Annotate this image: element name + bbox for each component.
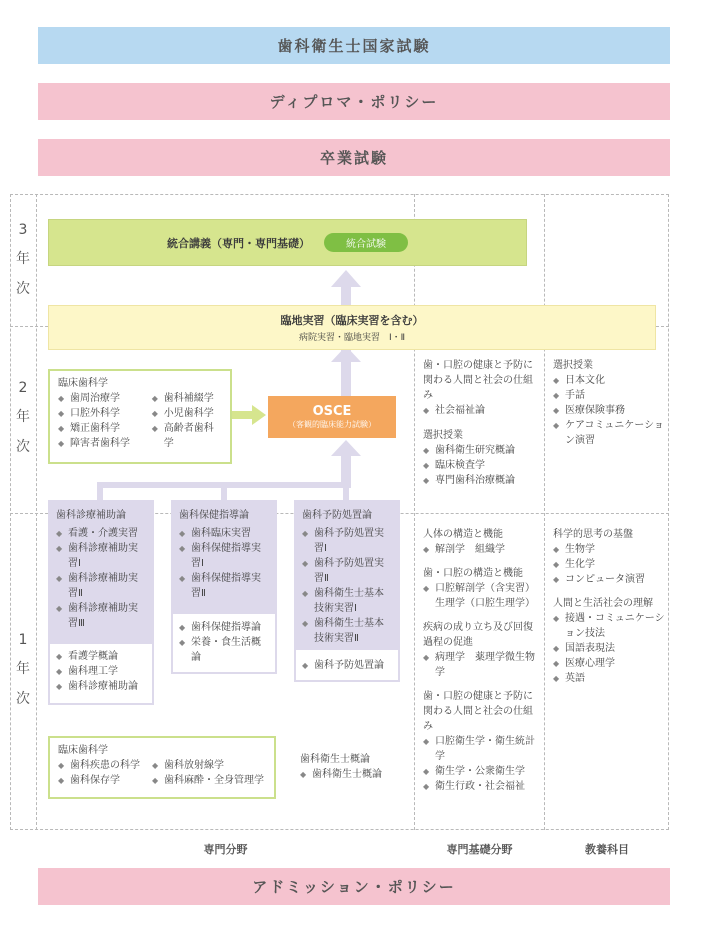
list-item: ◆ 歯科予防処置実習Ⅰ (302, 526, 392, 556)
list-item: ◆ 栄養・食生活概論 (179, 635, 269, 665)
col-assist-heading: 歯科診療補助論 (56, 510, 126, 521)
list-item: ◆ 社会福祉論 (423, 403, 535, 418)
arrow-col-guidance-stem (221, 482, 227, 502)
list-item: ◆ コンピュータ演習 (553, 572, 665, 587)
col-prevention-bottom (294, 648, 400, 682)
list-item: ◆ 歯科診療補助実習Ⅰ (56, 541, 146, 571)
column-header-liberal-arts: 教養科目 (585, 843, 629, 856)
list-item: ◆ 歯科臨床実習 (179, 526, 269, 541)
list-item: ◆ 歯科診療補助実習Ⅱ (56, 571, 146, 601)
list-item: ◆ 口腔衛生学・衛生統計学 (423, 734, 535, 764)
list-item: ◆ 歯科診療補助論 (56, 679, 146, 694)
overview-block (300, 752, 400, 782)
list-item: ◆ 歯科補綴学 (152, 391, 222, 406)
clinical-dentistry-y1-heading: 臨床歯科学 (58, 745, 108, 756)
list-item: ◆ 国語表現法 (553, 641, 665, 656)
year3-num: 3 (18, 222, 28, 238)
osce-title: OSCE (312, 404, 352, 419)
list-item: ◆ 歯科疾患の科学 (58, 758, 146, 773)
year1-ji: 次 (16, 691, 30, 707)
list-item: ◆ 歯科保健指導論 (179, 620, 269, 635)
list-item: ◆ 歯科予防処置論 (302, 658, 392, 673)
list-item: ◆ 歯科衛生士基本技術実習Ⅰ (302, 586, 392, 616)
list-item: ◆ 歯科衛生士概論 (300, 767, 400, 782)
arrow-head-osce (331, 440, 361, 456)
list-item: ◆ 臨床検査学 (423, 458, 535, 473)
basic-y2-block (423, 358, 535, 488)
column-header-specialized: 専門分野 (203, 843, 248, 856)
list-item: ◆ 歯科麻酔・全身管理学 (152, 773, 264, 788)
list-item: ◆ 歯科保存学 (58, 773, 146, 788)
list-item: ◆ 歯周治療学 (58, 391, 144, 406)
arrow-col-prevention-stem (343, 482, 349, 502)
list-item: ◆ 歯科衛生研究概論 (423, 443, 535, 458)
col-prevention-heading: 歯科予防処置論 (302, 510, 372, 521)
list-item: ◆ 接遇・コミュニケーション技法 (553, 611, 665, 641)
list-item: ◆ 高齢者歯科学 (152, 421, 222, 451)
basic-y1-block (423, 527, 535, 794)
col-assist-top (48, 500, 154, 642)
list-item: ◆ 歯科保健指導実習Ⅱ (179, 571, 269, 601)
arrow-col-assist-stem (97, 482, 103, 502)
basic-y1-heading-3: 疾病の成り立ち及び回復過程の促進 (423, 622, 533, 648)
year1-nen: 年 (16, 661, 30, 677)
year2-nen: 年 (16, 409, 30, 425)
year2-num: 2 (18, 380, 28, 396)
list-item: ◆ 衛生学・公衆衛生学 (423, 764, 535, 779)
clinical-practice-title: 臨地実習（臨床実習を含む） (280, 314, 424, 327)
list-item: ◆ 医療心理学 (553, 656, 665, 671)
col-guidance-top (171, 500, 277, 612)
clinical-dentistry-y1-box (48, 736, 276, 799)
osce-subtitle: （客観的臨床能力試験） (288, 420, 376, 429)
list-item: ◆ 口腔外科学 (58, 406, 144, 421)
col-prevention-top (294, 500, 400, 648)
list-item: ◆ 生物学 (553, 542, 665, 557)
integrated-exam-badge: 統合試験 (324, 233, 408, 252)
list-item: ◆ ケアコミュニケーション演習 (553, 418, 665, 448)
col-assist-bottom (48, 642, 154, 705)
overview-heading: 歯科衛生士概論 (300, 754, 370, 765)
general-y2-heading: 選択授業 (553, 360, 593, 371)
list-item: ◆ 医療保険事務 (553, 403, 665, 418)
basic-y2-heading-2: 選択授業 (423, 430, 463, 441)
list-item: ◆ 解剖学 組織学 (423, 542, 535, 557)
list-item: ◆ 英語 (553, 671, 665, 686)
clinical-dentistry-y2-heading: 臨床歯科学 (58, 378, 108, 389)
integrated-lecture-box (48, 219, 527, 266)
national-exam-label: 歯科衛生士国家試験 (277, 37, 431, 55)
list-item: ◆ 日本文化 (553, 373, 665, 388)
list-item: ◆ 歯科予防処置実習Ⅱ (302, 556, 392, 586)
basic-y2-heading-1: 歯・口腔の健康と予防に関わる人間と社会の仕組み (423, 360, 533, 401)
col-guidance-heading: 歯科保健指導論 (179, 510, 249, 521)
list-item: ◆ 衛生行政・社会福祉 (423, 779, 535, 794)
general-y1-block (553, 527, 665, 686)
year3-ji: 次 (16, 281, 30, 297)
list-item: ◆ 看護・介護実習 (56, 526, 146, 541)
list-item: ◆ 歯科保健指導実習Ⅰ (179, 541, 269, 571)
basic-y1-heading-1: 人体の構造と機能 (423, 529, 503, 540)
year2-ji: 次 (16, 439, 30, 455)
col-guidance-bottom (171, 612, 277, 674)
general-y1-heading-2: 人間と生活社会の理解 (553, 598, 653, 609)
graduation-exam-label: 卒業試験 (319, 149, 388, 167)
osce-box (268, 396, 396, 438)
list-item: ◆ 歯科理工学 (56, 664, 146, 679)
year3-nen: 年 (16, 251, 30, 267)
list-item: ◆ 生化学 (553, 557, 665, 572)
list-item: ◆ 看護学概論 (56, 649, 146, 664)
list-item: ◆ 病理学 薬理学微生物学 (423, 650, 535, 680)
general-y1-heading-1: 科学的思考の基盤 (553, 529, 633, 540)
list-item: ◆ 専門歯科治療概論 (423, 473, 535, 488)
list-item: ◆ 矯正歯科学 (58, 421, 144, 436)
column-header-specialized-basic: 専門基礎分野 (446, 843, 513, 856)
arrow-head-osce-left (252, 405, 266, 425)
list-item: ◆ 歯科診療補助実習Ⅲ (56, 601, 146, 631)
arrow-clinical-dentistry-to-osce (232, 411, 254, 419)
list-item: ◆ 歯科放射線学 (152, 758, 264, 773)
clinical-dentistry-y2-box (48, 369, 232, 464)
admission-policy-banner (38, 868, 670, 905)
general-y2-block (553, 358, 665, 448)
list-item: ◆ 小児歯科学 (152, 406, 222, 421)
admission-policy-label: アドミッション・ポリシー (252, 878, 456, 896)
list-item: ◆ 口腔解剖学（含実習）生理学（口腔生理学） (423, 581, 535, 611)
list-item: ◆ 手話 (553, 388, 665, 403)
clinical-practice-subtitle: 病院実習・臨地実習 Ⅰ・Ⅱ (298, 333, 406, 343)
clinical-practice-box (48, 305, 656, 350)
basic-y1-heading-4: 歯・口腔の健康と予防に関わる人間と社会の仕組み (423, 691, 533, 732)
integrated-lecture-label: 統合講義（専門・専門基礎） (167, 236, 310, 250)
year1-num: 1 (18, 632, 28, 648)
arrow-head-integrated (331, 270, 361, 287)
list-item: ◆ 歯科衛生士基本技術実習Ⅱ (302, 616, 392, 646)
basic-y1-heading-2: 歯・口腔の構造と機能 (423, 568, 523, 579)
diploma-policy-label: ディプロマ・ポリシー (269, 93, 439, 111)
list-item: ◆ 障害者歯科学 (58, 436, 144, 451)
